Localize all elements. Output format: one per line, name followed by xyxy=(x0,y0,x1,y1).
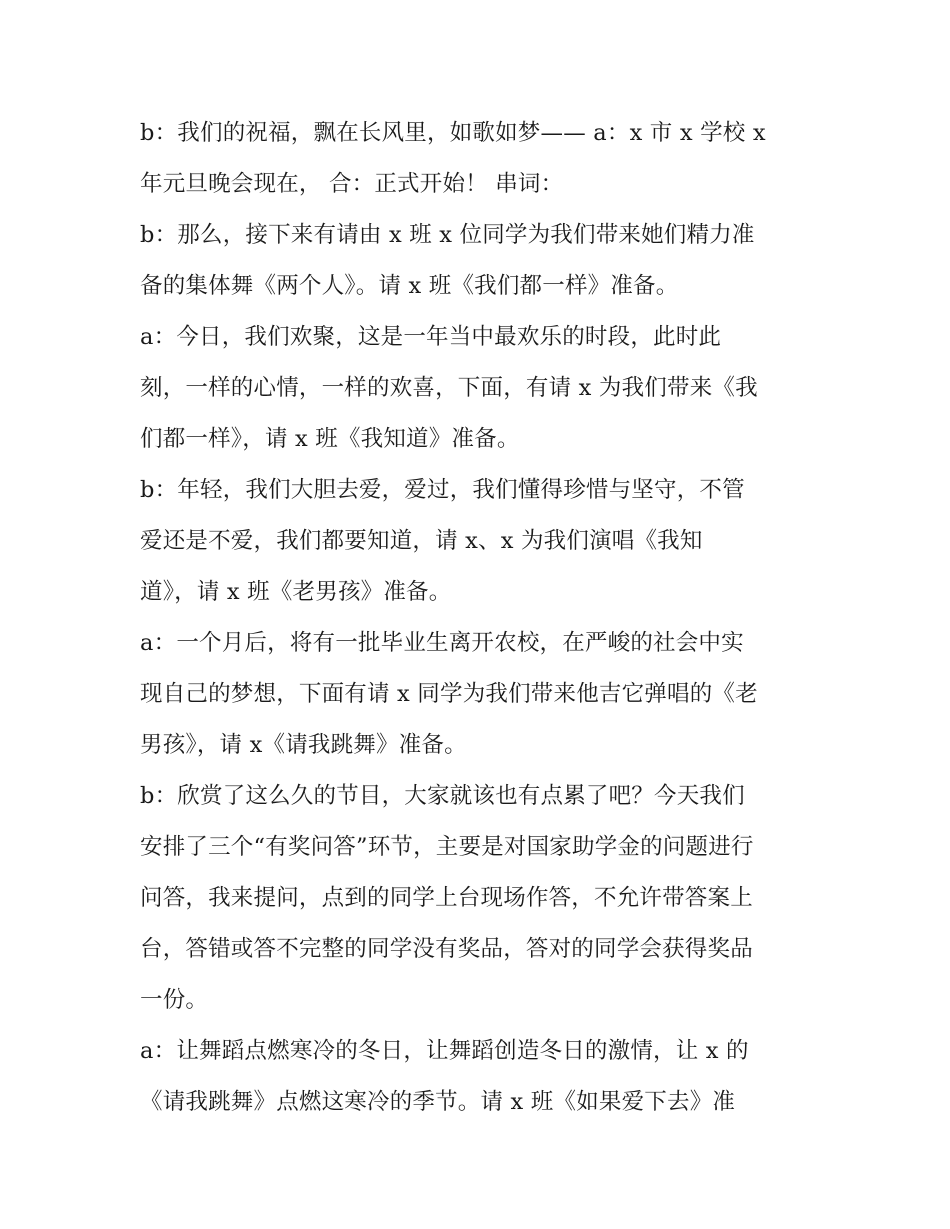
text-line-19: a：让舞蹈点燃寒冷的冬日，让舞蹈创造冬日的激情，让 x 的 xyxy=(140,1038,749,1064)
text-line-9: 爱还是不爱，我们都要知道，请 x、x 为我们演唱《我知 xyxy=(140,528,703,554)
text-line-1: b：我们的祝福，飘在长风里，如歌如梦—— a：x 市 x 学校 x xyxy=(140,120,766,146)
text-line-15: 安排了三个“有奖问答”环节，主要是对国家助学金的问题进行 xyxy=(140,834,754,860)
text-line-8: b：年轻，我们大胆去爱，爱过，我们懂得珍惜与坚守，不管 xyxy=(140,477,745,503)
text-line-3: b：那么，接下来有请由 x 班 x 位同学为我们带来她们精力准 xyxy=(140,222,755,248)
text-line-20: 《请我跳舞》点燃这寒冷的季节。请 x 班《如果爱下去》准 xyxy=(140,1089,736,1115)
text-line-13: 男孩》，请 x《请我跳舞》准备。 xyxy=(140,732,467,758)
document-body xyxy=(140,108,812,1128)
text-line-4: 备的集体舞《两个人》。请 x 班《我们都一样》准备。 xyxy=(140,273,679,299)
text-line-16: 问答，我来提问，点到的同学上台现场作答，不允许带答案上 xyxy=(140,885,753,911)
text-line-7: 们都一样》，请 x 班《我知道》准备。 xyxy=(140,426,520,452)
text-line-18: 一份。 xyxy=(140,987,209,1013)
text-line-10: 道》，请 x 班《老男孩》准备。 xyxy=(140,579,452,605)
text-line-6: 刻，一样的心情，一样的欢喜，下面，有请 x 为我们带来《我 xyxy=(140,375,758,401)
text-line-12: 现自己的梦想，下面有请 x 同学为我们带来他吉它弹唱的《老 xyxy=(140,681,758,707)
text-line-17: 台，答错或答不完整的同学没有奖品，答对的同学会获得奖品 xyxy=(140,936,753,962)
text-line-11: a：一个月后，将有一批毕业生离开农校，在严峻的社会中实 xyxy=(140,630,744,656)
text-line-5: a：今日，我们欢聚，这是一年当中最欢乐的时段，此时此 xyxy=(140,324,722,350)
text-line-2: 年元旦晚会现在， 合：正式开始！ 串词： xyxy=(140,171,564,197)
text-line-14: b：欣赏了这么久的节目，大家就该也有点累了吧？今天我们 xyxy=(140,783,745,809)
